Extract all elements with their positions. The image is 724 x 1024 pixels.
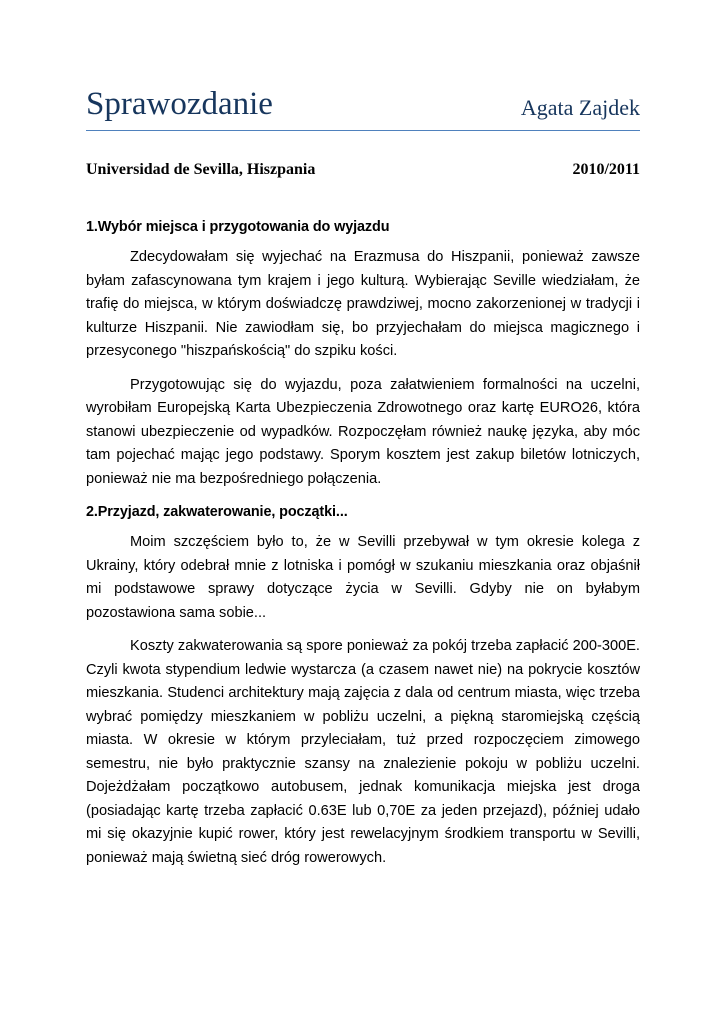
report-body — [86, 216, 640, 880]
paragraph: Zdecydowałam się wyjechać na Erazmusa do Hiszpanii, ponieważ zawsze byłam zafascynowana tym krajem i jego kulturą. Wybierając Seville wiedziałam, że trafię do miejsca, w którym doświadczę prawdziwej, mocno zakorzenionej w tradycji i kulturze Hiszpanii. Nie zawiodłam się, bo przyjechałam do miejsca magicznego i przesyconego "hiszpańskością" do szpiku kości. — [86, 249, 640, 359]
title-header — [86, 84, 640, 131]
university-name: Universidad de Sevilla, Hiszpania — [86, 161, 316, 178]
section-heading-1: 1.Wybór miejsca i przygotowania do wyjazdu — [86, 219, 390, 235]
paragraph: Moim szczęściem było to, że w Sevilli przebywał w tym okresie kolega z Ukrainy, który odebrał mnie z lotniska i pomógł w szukaniu mieszkania oraz objaśnił mi podstawowe sprawy dotyczące życia w Sevilli. Gdyby nie on byłabym pozostawiona sama sobie... — [86, 534, 640, 621]
academic-year: 2010/2011 — [572, 161, 640, 178]
paragraph: Koszty zakwaterowania są spore ponieważ za pokój trzeba zapłacić 200-300E. Czyli kwota stypendium ledwie wystarcza (a czasem nawet nie) na pokrycie kosztów mieszkania. Studenci architektury mają zajęcia z dala od centrum miasta, więc trzeba wybrać pomiędzy mieszkaniem w pobliżu uczelni, a piękną staromiejską częścią miasta. W okresie w którym przyleciałam, tuż przed rozpoczęciem zimowego semestru, nie było praktycznie szansy na znalezienie pokoju w pobliżu uczelni. Dojeżdżałam początkowo autobusem, jednak komunikacja miejska jest droga (posiadając kartę trzeba zapłacić 0.63E lub 0,70E za jeden przejazd), później udało mi się okazyjnie kupić rower, który jest rewelacyjnym środkiem transportu w Sevilli, ponieważ mają świetną sieć dróg rowerowych. — [86, 638, 640, 866]
section-heading-2: 2.Przyjazd, zakwaterowanie, początki... — [86, 504, 348, 520]
university-line — [86, 158, 640, 182]
page-title: Sprawozdanie — [86, 86, 273, 122]
author-name: Agata Zajdek — [520, 95, 640, 120]
paragraph: Przygotowując się do wyjazdu, poza załatwieniem formalności na uczelni, wyrobiłam Europejską Karta Ubezpieczenia Zdrowotnego oraz kartę EURO26, która stanowi ubezpieczenie od wypadków. Rozpoczęłam również naukę języka, aby móc tam pojechać mając jego podstawy. Sporym kosztem jest zakup biletów lotniczych, ponieważ nie ma bezpośredniego połączenia. — [86, 376, 640, 487]
